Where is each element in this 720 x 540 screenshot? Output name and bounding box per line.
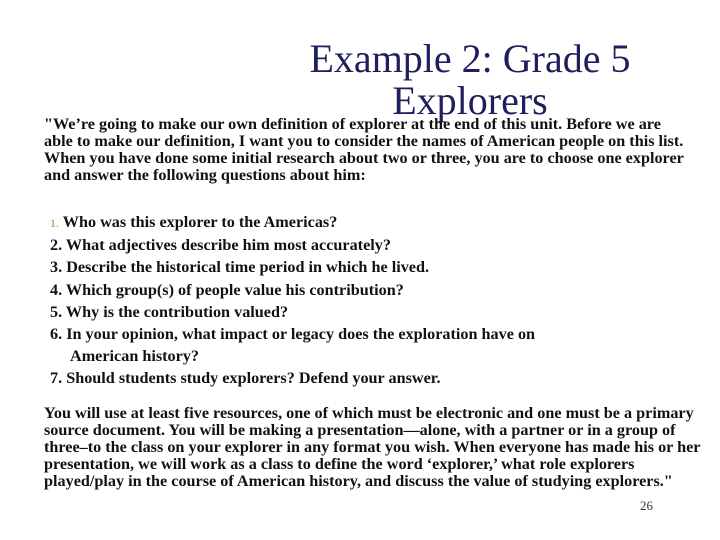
- question-text: Which group(s) of people value his contribution?: [65, 280, 404, 299]
- question-text: Why is the contribution valued?: [65, 302, 289, 321]
- question-text: In your opinion, what impact or legacy does the exploration have on: [66, 325, 536, 344]
- question-item: [50, 211, 690, 234]
- question-number: 1.: [50, 216, 59, 230]
- question-number: 4.: [50, 280, 63, 299]
- question-item: [50, 367, 690, 389]
- question-number: 6.: [50, 325, 63, 344]
- slide-title: [250, 38, 690, 122]
- question-text-continued: American history?: [70, 347, 200, 366]
- question-number: 2.: [50, 236, 63, 255]
- question-item: [50, 301, 690, 323]
- intro-paragraph: "We’re going to make our own definition of explorer at the end of this unit. Before we are able to make our definition, I want you to consider the names of American people on this list. When you have done some initial research about two or three, you are to choose one explorer and answer the following questions about him:: [44, 115, 684, 184]
- question-number: 5.: [50, 302, 63, 321]
- question-number: 7.: [50, 369, 63, 388]
- outro-paragraph: You will use at least five resources, one of which must be electronic and one must be a primary source document. You will be making a presentation—alone, with a partner or in a group of three–to the class on your explorer in any format you wish. When everyone has made his or her presentation, we will work as a class to define the word ‘explorer,’ what role explorers played/play in the course of American history, and discuss the value of studying explorers.": [44, 404, 701, 490]
- slide-title-line1: Example 2: Grade 5: [309, 36, 631, 81]
- question-item: [50, 256, 690, 278]
- question-item: [50, 234, 690, 256]
- question-text: What adjectives describe him most accurately?: [65, 236, 391, 255]
- question-item: [50, 279, 690, 301]
- question-item: [50, 323, 690, 367]
- question-text: Who was this explorer to the Americas?: [62, 213, 338, 231]
- question-list: [50, 211, 690, 390]
- question-number: 3.: [50, 258, 63, 277]
- page-number: 26: [640, 498, 653, 513]
- slide-title-line2: Explorers: [392, 78, 548, 123]
- question-text: Should students study explorers? Defend your answer.: [66, 369, 441, 388]
- question-text: Describe the historical time period in which he lived.: [66, 258, 430, 277]
